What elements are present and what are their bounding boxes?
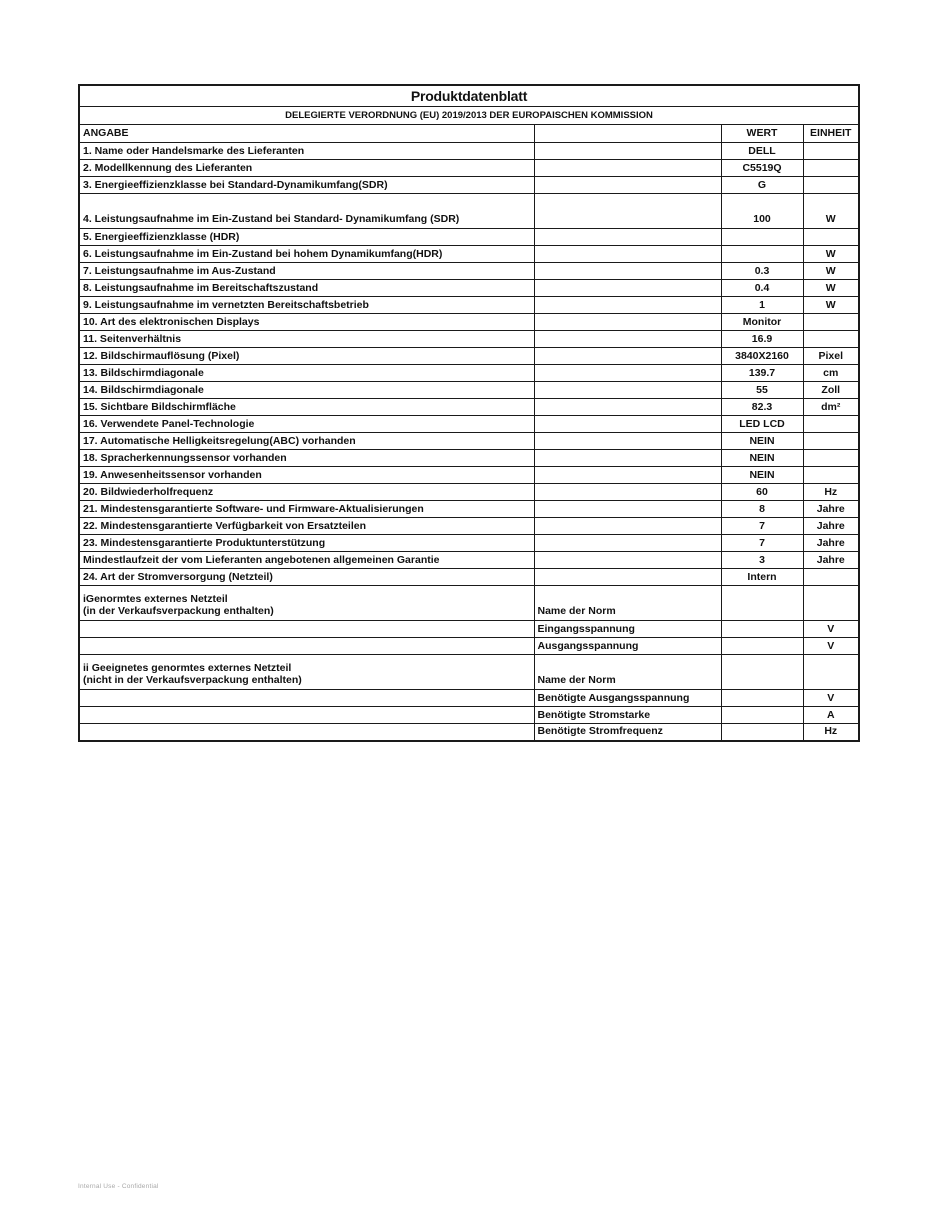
einheit-value: Hz xyxy=(824,485,838,498)
norm-cell xyxy=(534,348,721,365)
norm-cell xyxy=(534,194,721,229)
einheit-value: V xyxy=(827,691,835,704)
einheit-cell xyxy=(803,518,859,535)
row-label: 11. Seitenverhältnis xyxy=(83,332,182,345)
einheit-cell xyxy=(803,348,859,365)
angabe-cell xyxy=(79,690,534,707)
norm-cell xyxy=(534,467,721,484)
norm-cell xyxy=(534,433,721,450)
angabe-cell xyxy=(79,348,534,365)
angabe-cell xyxy=(79,586,534,621)
wert-cell xyxy=(721,177,803,194)
row-label: 19. Anwesenheitssensor vorhanden xyxy=(83,468,262,481)
wert-value: Intern xyxy=(747,570,777,583)
confidentiality-footer: Internal Use - Confidential xyxy=(78,1183,159,1190)
table-row xyxy=(79,160,859,177)
norm-cell xyxy=(534,655,721,690)
table-row xyxy=(79,450,859,467)
wert-cell xyxy=(721,263,803,280)
angabe-cell xyxy=(79,569,534,586)
einheit-cell xyxy=(803,416,859,433)
row-label: 13. Bildschirmdiagonale xyxy=(83,366,204,379)
norm-cell xyxy=(534,246,721,263)
angabe-cell xyxy=(79,263,534,280)
einheit-cell xyxy=(803,297,859,314)
angabe-cell xyxy=(79,143,534,160)
norm-label: Benötigte Stromfrequenz xyxy=(537,725,663,738)
angabe-cell xyxy=(79,314,534,331)
angabe-cell xyxy=(79,382,534,399)
product-datasheet-table xyxy=(78,84,860,742)
wert-cell xyxy=(721,552,803,569)
einheit-value: Pixel xyxy=(818,349,844,362)
wert-value: C5519Q xyxy=(742,161,782,174)
norm-cell xyxy=(534,177,721,194)
einheit-cell xyxy=(803,194,859,229)
table-row xyxy=(79,535,859,552)
table-row xyxy=(79,382,859,399)
angabe-cell xyxy=(79,433,534,450)
wert-value: 0.4 xyxy=(754,281,770,294)
einheit-value: Zoll xyxy=(821,383,841,396)
norm-cell xyxy=(534,638,721,655)
row-label: 14. Bildschirmdiagonale xyxy=(83,383,204,396)
einheit-value: Jahre xyxy=(816,553,845,566)
norm-cell xyxy=(534,229,721,246)
wert-cell xyxy=(721,535,803,552)
wert-cell xyxy=(721,450,803,467)
wert-cell xyxy=(721,638,803,655)
table-row xyxy=(79,621,859,638)
wert-value: NEIN xyxy=(749,451,775,464)
table-row xyxy=(79,399,859,416)
einheit-cell xyxy=(803,450,859,467)
angabe-cell xyxy=(79,194,534,229)
angabe-cell xyxy=(79,501,534,518)
norm-cell xyxy=(534,484,721,501)
wert-value: 3840X2160 xyxy=(735,349,789,362)
row-label: 8. Leistungsaufnahme im Bereitschaftszustand xyxy=(83,281,319,294)
table-row xyxy=(79,416,859,433)
einheit-cell xyxy=(803,263,859,280)
table-row xyxy=(79,586,859,621)
norm-cell xyxy=(534,707,721,724)
norm-cell xyxy=(534,450,721,467)
table-row xyxy=(79,467,859,484)
wert-value: 0.3 xyxy=(754,264,770,277)
angabe-cell xyxy=(79,621,534,638)
angabe-cell xyxy=(79,365,534,382)
table-row xyxy=(79,433,859,450)
wert-value: 55 xyxy=(756,383,768,396)
norm-cell xyxy=(534,535,721,552)
wert-cell xyxy=(721,382,803,399)
einheit-cell xyxy=(803,467,859,484)
angabe-cell xyxy=(79,535,534,552)
einheit-value: V xyxy=(827,622,835,635)
einheit-cell xyxy=(803,484,859,501)
table-row xyxy=(79,690,859,707)
row-label: 12. Bildschirmauflösung (Pixel) xyxy=(83,349,240,362)
table-row xyxy=(79,569,859,586)
row-label: 1. Name oder Handelsmarke des Lieferanten xyxy=(83,144,305,157)
row-label: 9. Leistungsaufnahme im vernetzten Bereitschaftsbetrieb xyxy=(83,298,369,311)
table-row xyxy=(79,331,859,348)
angabe-cell xyxy=(79,484,534,501)
einheit-cell xyxy=(803,280,859,297)
norm-cell xyxy=(534,160,721,177)
norm-label: Name der Norm xyxy=(537,605,616,618)
row-label: 2. Modellkennung des Lieferanten xyxy=(83,161,253,174)
document-subtitle: DELEGIERTE VERORDNUNG (EU) 2019/2013 DER EUROPAISCHEN KOMMISSION xyxy=(79,107,859,125)
row-label: 18. Spracherkennungssensor vorhanden xyxy=(83,451,287,464)
table-body xyxy=(79,85,859,741)
angabe-cell xyxy=(79,229,534,246)
wert-value: 16.9 xyxy=(751,332,773,345)
einheit-cell xyxy=(803,707,859,724)
table-row xyxy=(79,314,859,331)
einheit-cell xyxy=(803,433,859,450)
column-header-einheit: EINHEIT xyxy=(803,125,859,143)
wert-value: NEIN xyxy=(749,434,775,447)
einheit-cell xyxy=(803,143,859,160)
table-row xyxy=(79,229,859,246)
row-label: ii Geeignetes genormtes externes Netzteil xyxy=(83,661,292,674)
table-row xyxy=(79,501,859,518)
wert-cell xyxy=(721,501,803,518)
table-row xyxy=(79,484,859,501)
angabe-cell xyxy=(79,416,534,433)
einheit-cell xyxy=(803,655,859,690)
angabe-cell xyxy=(79,280,534,297)
angabe-cell xyxy=(79,450,534,467)
wert-value: 7 xyxy=(759,519,765,532)
einheit-cell xyxy=(803,569,859,586)
einheit-value: Jahre xyxy=(816,536,845,549)
row-sublabel: (nicht in der Verkaufsverpackung enthalten) xyxy=(83,674,302,687)
norm-cell xyxy=(534,690,721,707)
wert-cell xyxy=(721,621,803,638)
einheit-value: W xyxy=(825,264,836,277)
wert-value: 3 xyxy=(759,553,765,566)
einheit-value: W xyxy=(825,247,836,260)
angabe-cell xyxy=(79,552,534,569)
wert-cell xyxy=(721,655,803,690)
norm-label: Name der Norm xyxy=(537,674,616,687)
wert-cell xyxy=(721,331,803,348)
wert-value: DELL xyxy=(748,144,776,157)
einheit-value: W xyxy=(825,213,836,226)
row-label: 16. Verwendete Panel-Technologie xyxy=(83,417,255,430)
einheit-value: cm xyxy=(823,366,839,379)
row-label: 5. Energieeffizienzklasse (HDR) xyxy=(83,230,240,243)
einheit-cell xyxy=(803,314,859,331)
angabe-cell xyxy=(79,177,534,194)
norm-label: Benötigte Stromstarke xyxy=(537,708,651,721)
table-row xyxy=(79,194,859,229)
einheit-cell xyxy=(803,160,859,177)
norm-cell xyxy=(534,365,721,382)
row-label: 6. Leistungsaufnahme im Ein-Zustand bei hohem Dynamikumfang(HDR) xyxy=(83,247,443,260)
einheit-cell xyxy=(803,535,859,552)
table-row xyxy=(79,518,859,535)
wert-cell xyxy=(721,569,803,586)
einheit-cell xyxy=(803,724,859,741)
norm-cell xyxy=(534,331,721,348)
einheit-cell xyxy=(803,552,859,569)
einheit-value: W xyxy=(825,281,836,294)
einheit-cell xyxy=(803,621,859,638)
angabe-cell xyxy=(79,638,534,655)
einheit-cell xyxy=(803,586,859,621)
table-header-row xyxy=(79,125,859,143)
table-row xyxy=(79,552,859,569)
column-header-wert: WERT xyxy=(721,125,803,143)
wert-cell xyxy=(721,586,803,621)
norm-cell xyxy=(534,314,721,331)
table-row xyxy=(79,707,859,724)
row-label: 7. Leistungsaufnahme im Aus-Zustand xyxy=(83,264,276,277)
document-title: Produktdatenblatt xyxy=(79,85,859,107)
einheit-cell xyxy=(803,382,859,399)
angabe-cell xyxy=(79,724,534,741)
table-title-row xyxy=(79,85,859,107)
norm-cell xyxy=(534,143,721,160)
table-row xyxy=(79,365,859,382)
wert-cell xyxy=(721,229,803,246)
norm-cell xyxy=(534,501,721,518)
wert-cell xyxy=(721,160,803,177)
row-label: 24. Art der Stromversorgung (Netzteil) xyxy=(83,570,273,583)
wert-value: 139.7 xyxy=(748,366,776,379)
wert-cell xyxy=(721,365,803,382)
wert-value: 82.3 xyxy=(751,400,773,413)
row-label: 20. Bildwiederholfrequenz xyxy=(83,485,214,498)
row-label: Mindestlaufzeit der vom Lieferanten angebotenen allgemeinen Garantie xyxy=(83,553,440,566)
norm-label: Eingangsspannung xyxy=(537,622,635,635)
row-label: 22. Mindestensgarantierte Verfügbarkeit von Ersatzteilen xyxy=(83,519,367,532)
wert-cell xyxy=(721,518,803,535)
einheit-cell xyxy=(803,638,859,655)
row-label: 10. Art des elektronischen Displays xyxy=(83,315,260,328)
wert-cell xyxy=(721,690,803,707)
row-label: 23. Mindestensgarantierte Produktunterstützung xyxy=(83,536,326,549)
row-label: 15. Sichtbare Bildschirmfläche xyxy=(83,400,236,413)
norm-label: Ausgangsspannung xyxy=(537,639,639,652)
norm-cell xyxy=(534,569,721,586)
einheit-cell xyxy=(803,365,859,382)
column-header-angabe: ANGABE xyxy=(79,125,534,143)
angabe-cell xyxy=(79,331,534,348)
einheit-cell xyxy=(803,246,859,263)
row-label: 4. Leistungsaufnahme im Ein-Zustand bei Standard- Dynamikumfang (SDR) xyxy=(83,213,460,226)
wert-value: Monitor xyxy=(742,315,782,328)
wert-value: 8 xyxy=(759,502,765,515)
table-row xyxy=(79,143,859,160)
wert-cell xyxy=(721,724,803,741)
table-row xyxy=(79,638,859,655)
norm-cell xyxy=(534,518,721,535)
norm-label: Benötigte Ausgangsspannung xyxy=(537,691,690,704)
angabe-cell xyxy=(79,246,534,263)
wert-cell xyxy=(721,467,803,484)
table-row xyxy=(79,280,859,297)
table-row xyxy=(79,177,859,194)
wert-cell xyxy=(721,297,803,314)
wert-value: LED LCD xyxy=(739,417,785,430)
wert-cell xyxy=(721,194,803,229)
norm-cell xyxy=(534,382,721,399)
row-label: iGenormtes externes Netzteil xyxy=(83,592,228,605)
wert-cell xyxy=(721,433,803,450)
angabe-cell xyxy=(79,297,534,314)
wert-cell xyxy=(721,246,803,263)
einheit-cell xyxy=(803,229,859,246)
wert-value: 60 xyxy=(756,485,768,498)
angabe-cell xyxy=(79,160,534,177)
norm-cell xyxy=(534,263,721,280)
einheit-cell xyxy=(803,690,859,707)
einheit-cell xyxy=(803,177,859,194)
norm-cell xyxy=(534,552,721,569)
angabe-cell xyxy=(79,467,534,484)
angabe-cell xyxy=(79,518,534,535)
einheit-cell xyxy=(803,399,859,416)
angabe-cell xyxy=(79,655,534,690)
einheit-value: W xyxy=(825,298,836,311)
wert-cell xyxy=(721,348,803,365)
norm-cell xyxy=(534,586,721,621)
wert-cell xyxy=(721,399,803,416)
einheit-value: V xyxy=(827,639,835,652)
norm-cell xyxy=(534,724,721,741)
wert-value: G xyxy=(757,178,767,191)
row-label: 17. Automatische Helligkeitsregelung(ABC) vorhanden xyxy=(83,434,356,447)
table-row xyxy=(79,655,859,690)
einheit-value: Hz xyxy=(824,725,838,738)
einheit-cell xyxy=(803,501,859,518)
einheit-value: Jahre xyxy=(816,519,845,532)
table-row xyxy=(79,724,859,741)
table-row xyxy=(79,297,859,314)
row-label: 3. Energieeffizienzklasse bei Standard-Dynamikumfang(SDR) xyxy=(83,178,388,191)
wert-value: 100 xyxy=(753,213,771,226)
wert-value: 7 xyxy=(759,536,765,549)
einheit-value: A xyxy=(826,708,835,721)
norm-cell xyxy=(534,399,721,416)
einheit-value: Jahre xyxy=(816,502,845,515)
row-sublabel: (in der Verkaufsverpackung enthalten) xyxy=(83,605,274,618)
wert-cell xyxy=(721,416,803,433)
wert-cell xyxy=(721,314,803,331)
table-subtitle-row xyxy=(79,107,859,125)
row-label: 21. Mindestensgarantierte Software- und Firmware-Aktualisierungen xyxy=(83,502,424,515)
einheit-cell xyxy=(803,331,859,348)
table-row xyxy=(79,348,859,365)
wert-cell xyxy=(721,280,803,297)
column-header-norm xyxy=(534,125,721,143)
norm-cell xyxy=(534,280,721,297)
wert-cell xyxy=(721,707,803,724)
norm-cell xyxy=(534,416,721,433)
einheit-value: dm² xyxy=(821,400,841,413)
wert-value: NEIN xyxy=(749,468,775,481)
table-row xyxy=(79,263,859,280)
norm-cell xyxy=(534,621,721,638)
table-row xyxy=(79,246,859,263)
wert-cell xyxy=(721,143,803,160)
wert-cell xyxy=(721,484,803,501)
angabe-cell xyxy=(79,399,534,416)
wert-value: 1 xyxy=(759,298,765,311)
norm-cell xyxy=(534,297,721,314)
angabe-cell xyxy=(79,707,534,724)
